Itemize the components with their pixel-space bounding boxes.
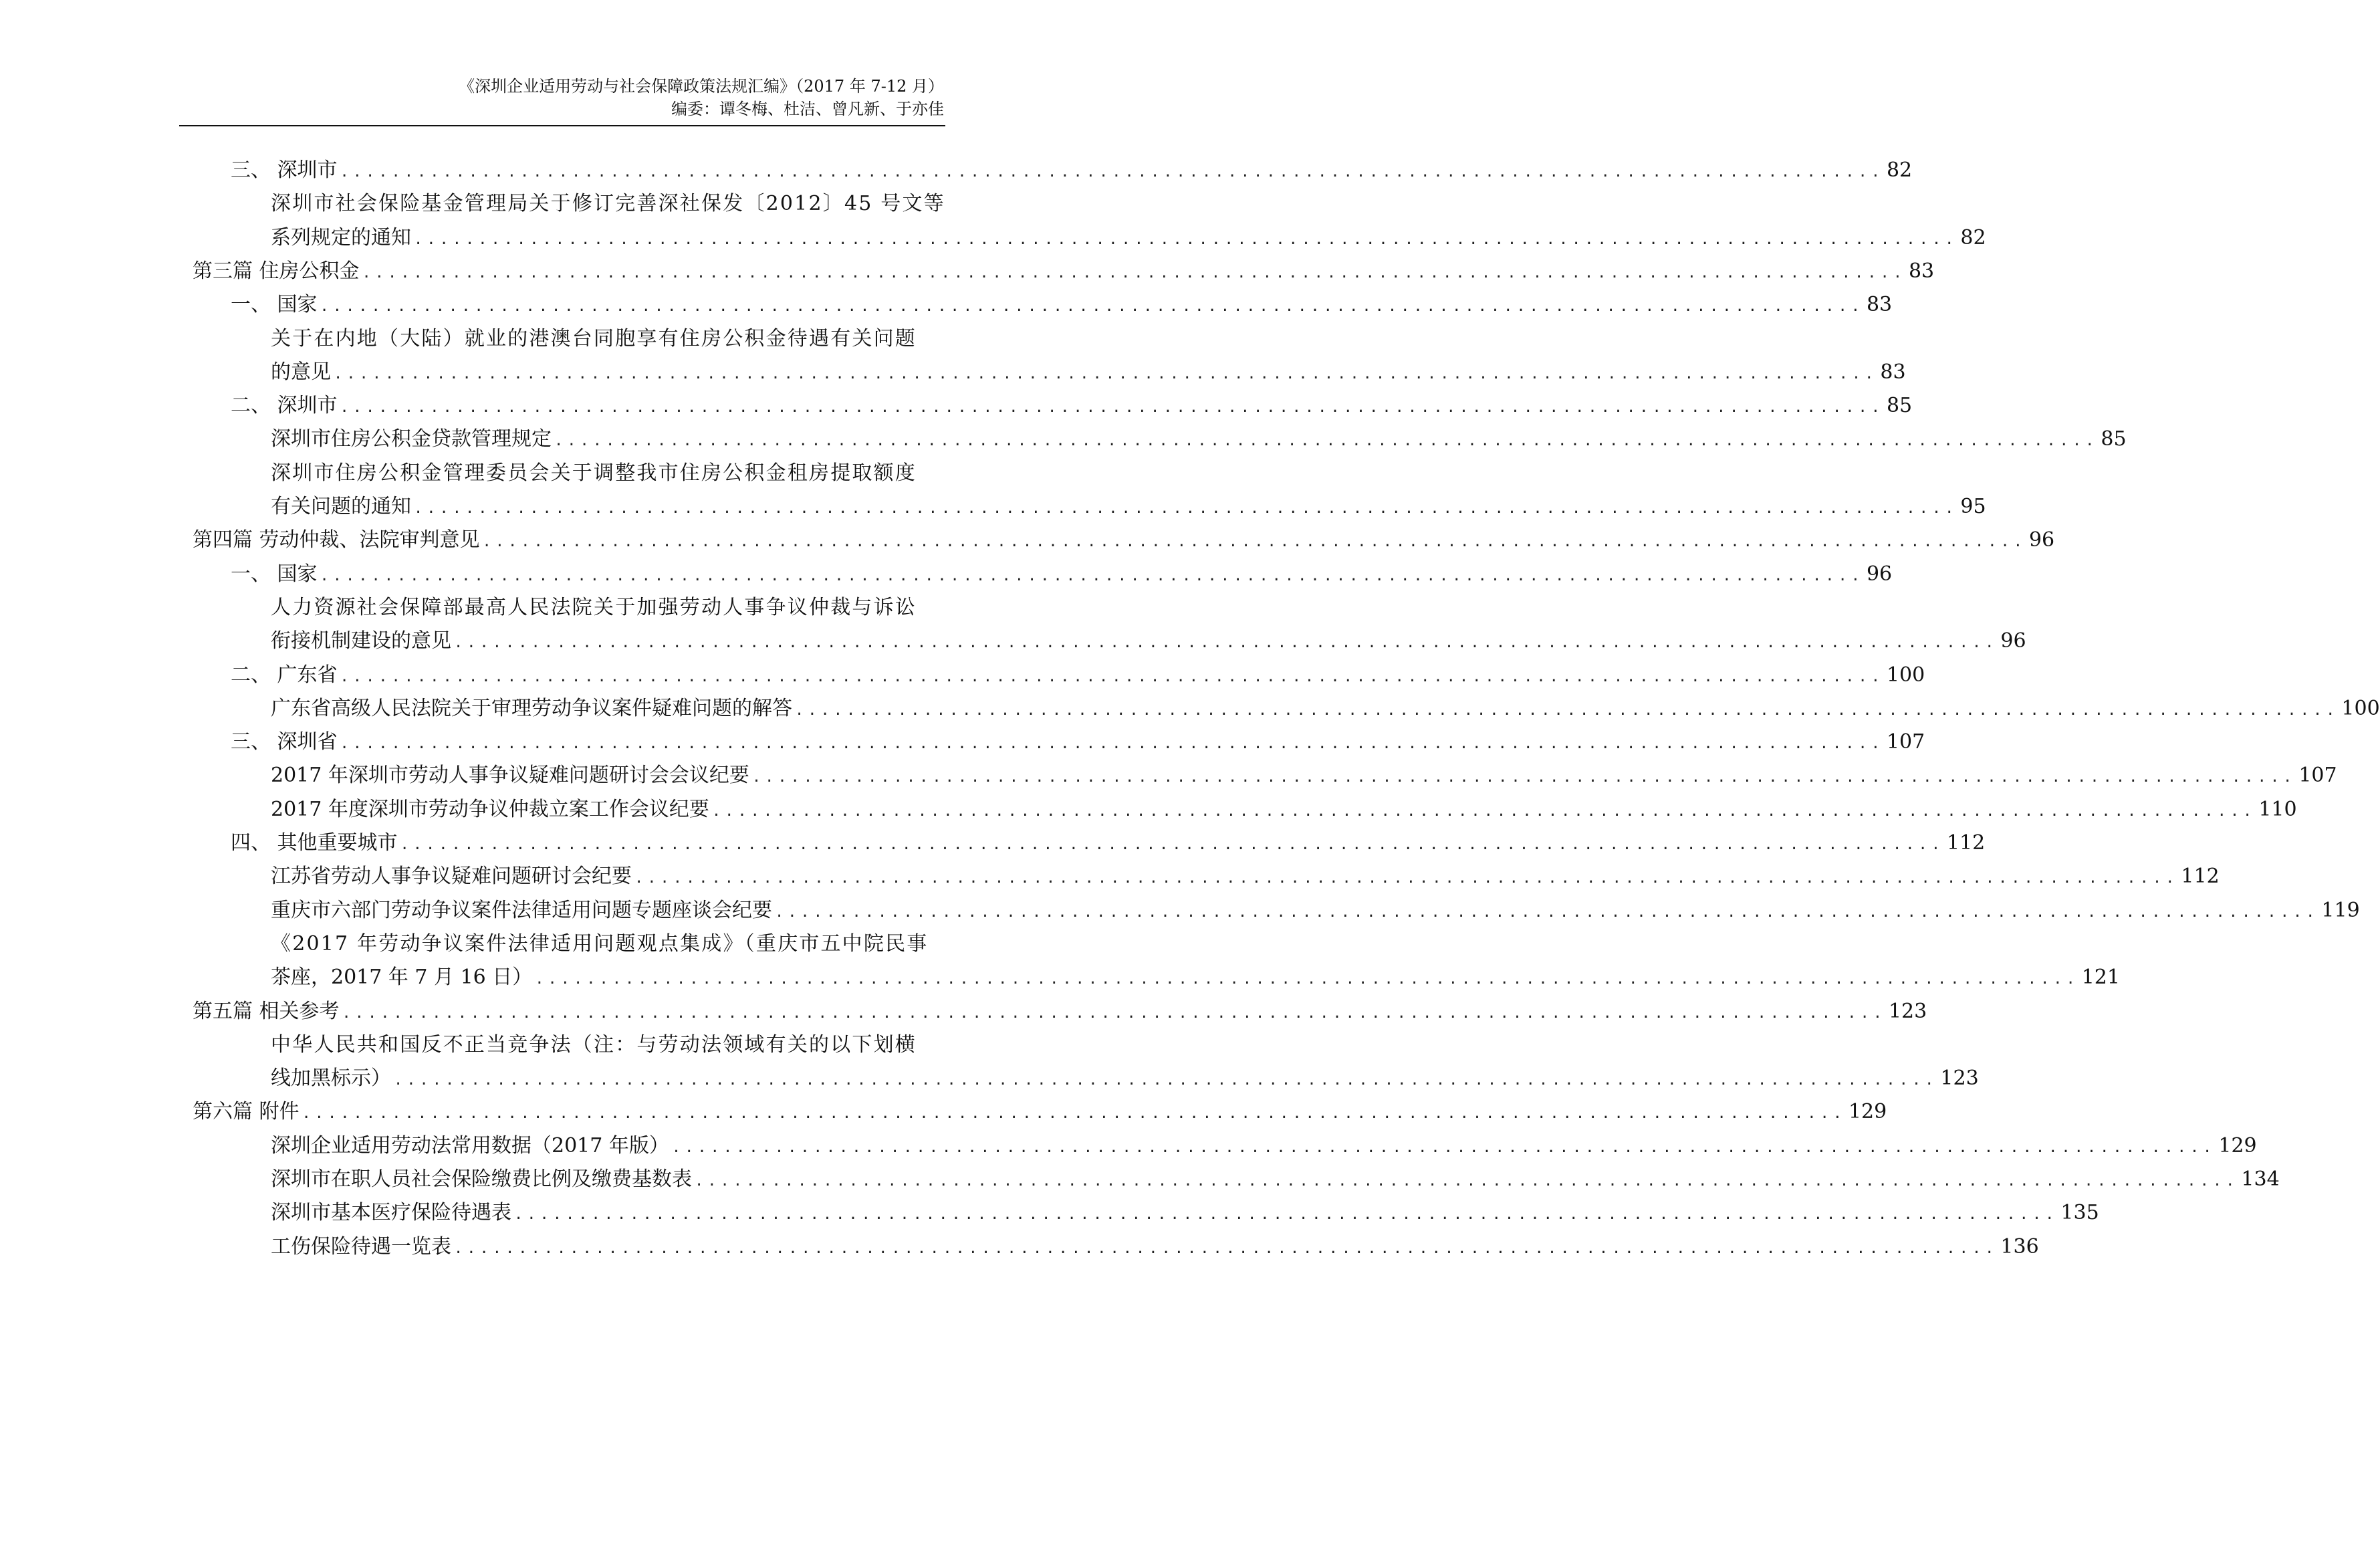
toc-dot-leader: ........................................................................................................................ (334, 366, 1878, 382)
toc-entry-title: 衔接机制建设的意见 (271, 629, 451, 653)
toc-page-number: 110 (2258, 798, 2297, 821)
toc-dot-leader: ........................................................................................................................ (342, 1005, 1886, 1022)
toc-entry[interactable] (231, 722, 1925, 756)
toc-entry[interactable] (271, 621, 2026, 655)
toc-page-number: 96 (1866, 562, 1893, 586)
editors-line: 编委：谭冬梅、杜洁、曾凡新、于亦佳 (671, 100, 944, 118)
toc-entry-title: 三、 深圳省 (231, 730, 338, 754)
toc-entry[interactable] (271, 1058, 1979, 1092)
toc-entry-title: 二、 深圳市 (231, 394, 338, 417)
toc-dot-leader: ........................................................................................................................ (454, 635, 1998, 651)
page-header (181, 75, 944, 120)
toc-page-number: 85 (2101, 427, 2127, 451)
toc-dot-leader: ........................................................................................................................ (320, 298, 1864, 315)
toc-entry-title: 江苏省劳动人事争议疑难问题研讨会纪要 (271, 865, 632, 888)
toc-page-number: 96 (2028, 528, 2055, 552)
toc-dot-leader: ........................................................................................................................ (671, 1139, 2216, 1156)
toc-page-number: 123 (1940, 1067, 1979, 1090)
toc-entry[interactable] (231, 823, 1986, 857)
toc-dot-leader: ........................................................................................................................ (482, 534, 2026, 550)
toc-entry-title: 关于在内地（大陆）就业的港澳台同胞享有住房公积金待遇有关问题 (271, 327, 917, 350)
toc-page-number: 134 (2241, 1167, 2280, 1191)
toc-entry-title: 一、 国家 (231, 293, 318, 316)
toc-page-number: 135 (2060, 1201, 2099, 1224)
toc-entry-title: 二、 广东省 (231, 663, 338, 687)
toc-entry[interactable] (271, 958, 2120, 991)
toc-dot-leader: ........................................................................................................................ (400, 836, 1944, 853)
toc-entry-title: 深圳企业适用劳动法常用数据（2017 年版） (271, 1134, 669, 1157)
toc-entry-title: 系列规定的通知 (271, 226, 411, 249)
toc-entry[interactable] (271, 689, 2380, 722)
toc-page-number: 107 (2298, 764, 2337, 787)
toc-entry-title: 深圳市社会保险基金管理局关于修订完善深社保发〔2012〕45 号文等 (271, 192, 945, 215)
toc-page-number: 83 (1880, 360, 1906, 384)
toc-page-number: 112 (1946, 831, 1986, 855)
toc-page-number: 119 (2321, 899, 2360, 922)
toc-entry[interactable] (193, 992, 1927, 1025)
toc-entry[interactable] (231, 386, 1913, 419)
toc-dot-leader: ........................................................................................................................ (414, 500, 1958, 517)
toc-dot-leader: ........................................................................................................................ (302, 1105, 1846, 1122)
toc-entry[interactable] (271, 184, 944, 217)
toc-entry[interactable] (231, 554, 1893, 588)
toc-entry-title: 中华人民共和国反不正当竞争法（注：与劳动法领域有关的以下划横 (271, 1033, 917, 1056)
toc-entry-title: 一、 国家 (231, 562, 318, 586)
toc-dot-leader: ........................................................................................................................ (454, 1240, 1998, 1257)
toc-dot-leader: ........................................................................................................................ (775, 904, 2319, 921)
toc-page-number: 83 (1866, 293, 1893, 316)
toc-dot-leader: ........................................................................................................................ (340, 669, 1884, 685)
toc-entry[interactable] (271, 1227, 2039, 1260)
toc-page-number: 96 (2000, 629, 2026, 653)
toc-page-number: 123 (1888, 1000, 1927, 1023)
toc-entry-title: 第六篇 附件 (193, 1100, 300, 1123)
toc-dot-leader: ........................................................................................................................ (695, 1173, 2239, 1190)
toc-dot-leader: ........................................................................................................................ (394, 1072, 1938, 1089)
toc-entry[interactable] (271, 1025, 944, 1058)
toc-entry[interactable] (193, 251, 1935, 285)
toc-entry[interactable] (193, 1092, 1887, 1125)
toc-entry-title: 深圳市住房公积金贷款管理规定 (271, 427, 552, 451)
toc-entry[interactable] (231, 285, 1893, 318)
toc-entry[interactable] (271, 1159, 2280, 1193)
toc-entry[interactable] (271, 857, 2220, 890)
document-title: 《深圳企业适用劳动与社会保障政策法规汇编》（2017 年 7-12 月） (459, 77, 944, 96)
toc-entry[interactable] (271, 352, 1906, 386)
toc-entry-title: 茶座，2017 年 7 月 16 日） (271, 966, 533, 989)
toc-entry[interactable] (271, 756, 2337, 789)
toc-entry[interactable] (271, 487, 1986, 520)
toc-entry[interactable] (271, 924, 944, 958)
toc-dot-leader: ........................................................................................................................ (340, 736, 1884, 752)
toc-entry-title: 第五篇 相关参考 (193, 1000, 340, 1023)
toc-entry-title: 《2017 年劳动争议案件法律适用问题观点集成》（重庆市五中院民事 (271, 932, 929, 956)
toc-page-number: 129 (1848, 1100, 1887, 1123)
toc-dot-leader: ........................................................................................................................ (340, 164, 1884, 181)
toc-dot-leader: ........................................................................................................................ (711, 803, 2256, 820)
toc-entry-title: 深圳市在职人员社会保险缴费比例及缴费基数表 (271, 1167, 692, 1191)
toc-entry[interactable] (231, 655, 1925, 689)
toc-dot-leader: ........................................................................................................................ (795, 702, 2339, 719)
toc-entry-title: 线加黑标示） (271, 1067, 391, 1090)
header-divider (179, 125, 945, 126)
toc-entry-title: 工伤保险待遇一览表 (271, 1235, 451, 1258)
toc-page-number: 85 (1886, 394, 1913, 417)
toc-entry-title: 深圳市住房公积金管理委员会关于调整我市住房公积金租房提取额度 (271, 461, 917, 485)
toc-page-number: 83 (1908, 259, 1935, 283)
toc-entry-title: 2017 年深圳市劳动人事争议疑难问题研讨会会议纪要 (271, 764, 749, 787)
toc-entry[interactable] (271, 218, 1986, 251)
toc-entry-title: 人力资源社会保障部最高人民法院关于加强劳动人事争议仲裁与诉讼 (271, 596, 917, 619)
toc-page-number: 100 (1886, 663, 1925, 687)
toc-page-number: 129 (2218, 1134, 2257, 1157)
toc-entry-title: 重庆市六部门劳动争议案件法律适用问题专题座谈会纪要 (271, 899, 772, 922)
toc-page-number: 112 (2181, 865, 2220, 888)
toc-entry[interactable] (271, 1126, 2257, 1159)
toc-page-number: 95 (1960, 495, 1986, 518)
toc-entry[interactable] (271, 891, 2360, 924)
toc-entry[interactable] (271, 1193, 2099, 1226)
toc-entry-title: 第三篇 住房公积金 (193, 259, 360, 283)
toc-entry[interactable] (271, 319, 944, 352)
toc-page-number: 136 (2000, 1235, 2039, 1258)
toc-entry-title: 三、 深圳市 (231, 158, 338, 182)
toc-page-number: 82 (1886, 158, 1913, 182)
toc-entry-title: 深圳市基本医疗保险待遇表 (271, 1201, 511, 1224)
toc-entry[interactable] (271, 588, 944, 621)
toc-entry[interactable] (271, 453, 944, 487)
toc-entry-title: 的意见 (271, 360, 331, 384)
toc-dot-leader: ........................................................................................................................ (634, 870, 2179, 887)
toc-dot-leader: ........................................................................................................................ (340, 399, 1884, 416)
toc-dot-leader: ........................................................................................................................ (514, 1206, 2058, 1223)
toc-entry[interactable] (271, 790, 2297, 823)
toc-entry-title: 广东省高级人民法院关于审理劳动争议案件疑难问题的解答 (271, 697, 792, 720)
toc-entry[interactable] (193, 520, 2055, 554)
toc-dot-leader: ........................................................................................................................ (554, 433, 2099, 449)
toc-entry[interactable] (231, 150, 1913, 184)
toc-entry-title: 第四篇 劳动仲裁、法院审判意见 (193, 528, 480, 552)
toc-dot-leader: ........................................................................................................................ (362, 265, 1906, 282)
toc-entry-title: 四、 其他重要城市 (231, 831, 398, 855)
toc-dot-leader: ........................................................................................................................ (535, 971, 2079, 988)
toc-dot-leader: ........................................................................................................................ (751, 769, 2296, 786)
toc-page-number: 121 (2081, 966, 2120, 989)
toc-page-number: 100 (2341, 697, 2380, 720)
toc-page-number: 107 (1886, 730, 1925, 754)
toc-dot-leader: ........................................................................................................................ (414, 231, 1958, 248)
toc-dot-leader: ........................................................................................................................ (320, 568, 1864, 584)
toc-entry[interactable] (271, 419, 2127, 453)
toc-entry-title: 2017 年度深圳市劳动争议仲裁立案工作会议纪要 (271, 798, 709, 821)
toc-page-number: 82 (1960, 226, 1986, 249)
toc-entry-title: 有关问题的通知 (271, 495, 411, 518)
